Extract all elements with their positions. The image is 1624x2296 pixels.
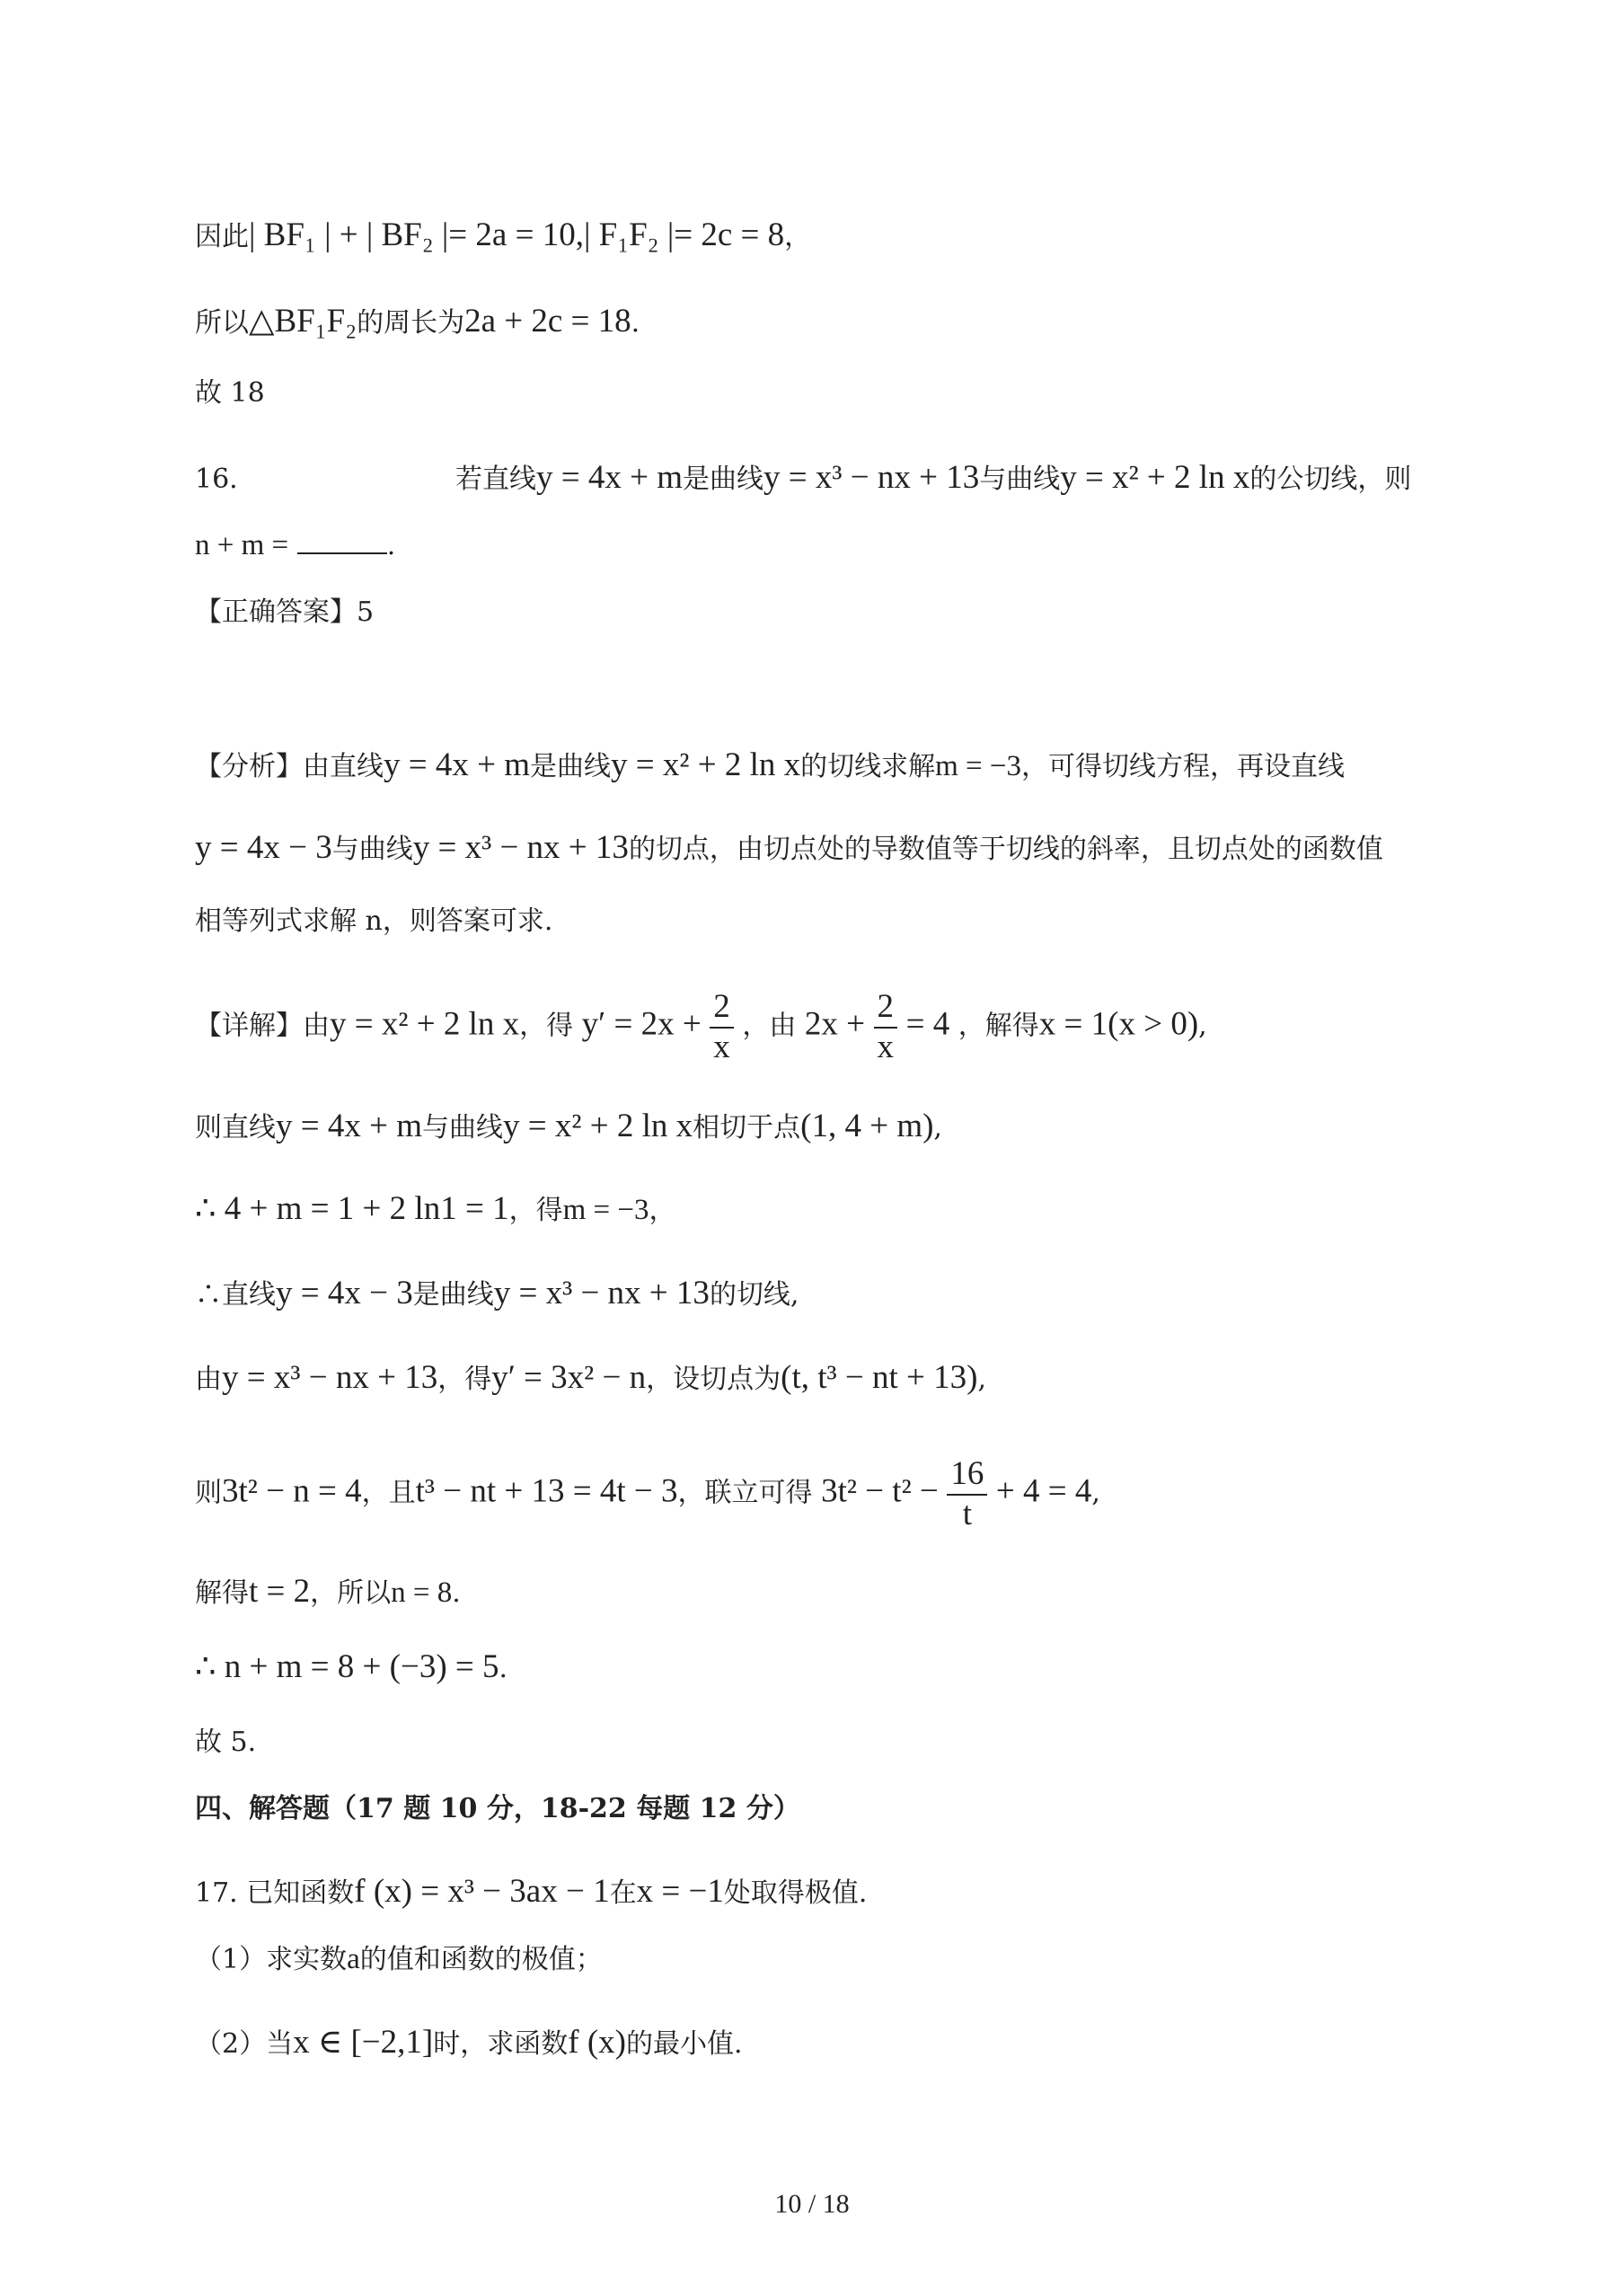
- math-expression: y = x² + 2 ln x: [1060, 459, 1250, 496]
- fraction-numerator: 2: [874, 988, 898, 1029]
- text: .: [386, 530, 396, 561]
- question-number: 16.: [195, 464, 238, 495]
- text: ,: [933, 1112, 942, 1144]
- text: ,: [1091, 1477, 1100, 1509]
- fraction: [874, 988, 898, 1066]
- math-expression: y = x² + 2 ln x: [503, 1108, 693, 1144]
- math-expression: x ∈ [−2,1]: [293, 2024, 434, 2061]
- text: ∴直线: [195, 1279, 276, 1311]
- math-expression: 3t² − n = 4: [222, 1472, 362, 1510]
- fraction-denominator: t: [962, 1495, 972, 1532]
- math-expression: y = 4x − 3: [195, 829, 332, 866]
- math-expression: ∴ n + m = 8 + (−3) = 5: [195, 1648, 499, 1685]
- math-expression: t³ − nt + 13 = 4t − 3: [415, 1472, 678, 1510]
- text: 则直线: [195, 1112, 276, 1144]
- question-16-line: [195, 456, 1444, 499]
- text: 是曲线: [683, 464, 764, 495]
- text: 的最小值.: [625, 2028, 743, 2060]
- section-heading: 四、解答题（17 题 10 分，18-22 每题 12 分）: [195, 1793, 800, 1824]
- math-expression: y = x³ − nx + 13: [222, 1359, 438, 1396]
- text: ，由: [742, 1010, 797, 1042]
- correct-answer-line: [195, 595, 1444, 630]
- text: ，且: [361, 1477, 416, 1509]
- answer-blank: [297, 527, 387, 554]
- question-17-line: [195, 1870, 1444, 1913]
- analysis-line-1: [195, 744, 1444, 787]
- math-expression: m = −3: [935, 750, 1022, 782]
- perimeter-result-line: [195, 300, 1444, 343]
- math-expression: f (x): [568, 2024, 626, 2061]
- text: 的切线求解: [800, 751, 936, 782]
- math-expression: y′ = 3x² − n: [491, 1359, 647, 1396]
- question-16-blank-line: [195, 526, 1444, 565]
- text: 由直线: [303, 751, 384, 782]
- detail-line-8: [195, 1646, 1444, 1689]
- fraction-denominator: x: [877, 1028, 895, 1065]
- detail-line-4: [195, 1272, 1444, 1315]
- math-expression: t = 2: [249, 1573, 311, 1610]
- math-expression: y = x³ − nx + 13: [412, 829, 629, 866]
- text: ，设切点为: [646, 1364, 781, 1395]
- text: 处取得极值.: [723, 1877, 868, 1909]
- text: 是曲线: [412, 1279, 494, 1311]
- text: （1）求实数: [195, 1944, 348, 1975]
- math-expression: 2x +: [804, 1005, 865, 1043]
- math-expression: y = x³ − nx + 13: [493, 1275, 710, 1311]
- math-expression: y = x² + 2 ln x: [330, 1005, 520, 1043]
- text: 相切于点: [693, 1112, 801, 1144]
- text: 与曲线: [979, 464, 1061, 495]
- text: 在: [609, 1877, 637, 1909]
- text: （2）当: [195, 2028, 294, 2060]
- detail-line-2: [195, 1105, 1444, 1148]
- text: ,: [977, 1364, 986, 1395]
- text: ，解得: [958, 1010, 1039, 1042]
- text: 由: [195, 1364, 222, 1395]
- text: 解得: [195, 1577, 249, 1609]
- text: 时，求函数: [433, 2028, 569, 2060]
- math-expression: x = 1(x > 0): [1038, 1005, 1199, 1043]
- text: 因此: [195, 221, 249, 252]
- analysis-line-2: [195, 826, 1444, 870]
- text: .: [452, 1577, 461, 1609]
- detail-line-5: [195, 1356, 1444, 1400]
- fraction-numerator: 2: [710, 988, 734, 1029]
- math-expression: f (x) = x³ − 3ax − 1: [354, 1873, 610, 1910]
- answer-5-line: 故 5.: [195, 1726, 257, 1758]
- text: ，得: [437, 1364, 492, 1395]
- text: 是曲线: [530, 751, 612, 782]
- text: 的公切线，则: [1249, 464, 1412, 495]
- text: ，得: [519, 1010, 574, 1042]
- text: 17. 已知函数: [195, 1877, 355, 1909]
- text: 与曲线: [331, 834, 413, 865]
- math-expression: 2a + 2c = 18: [464, 303, 631, 340]
- fraction: [710, 988, 734, 1066]
- math-expression: + 4 = 4: [995, 1472, 1092, 1510]
- math-expression: (1, 4 + m): [800, 1108, 934, 1144]
- question-17-part-2: [195, 2021, 1444, 2064]
- math-expression: n + m =: [195, 529, 289, 561]
- math-expression: (t, t³ − nt + 13): [781, 1359, 978, 1396]
- math-expression: = 4: [905, 1005, 950, 1043]
- math-expression: △BF₁F₂: [249, 303, 357, 340]
- text: 的切点，由切点处的导数值等于切线的斜率，且切点处的函数值: [628, 834, 1383, 865]
- text: ,: [1198, 1010, 1207, 1042]
- text: 与曲线: [422, 1112, 504, 1144]
- math-expression: y = 4x − 3: [276, 1275, 413, 1311]
- detail-line-1: [195, 988, 1444, 1066]
- text: 若直线: [455, 464, 536, 495]
- text: ，得: [508, 1195, 563, 1226]
- page-number: 10 / 18: [774, 2189, 850, 2219]
- text: 则: [195, 1477, 222, 1509]
- detail-label: 【详解】: [195, 1010, 303, 1042]
- math-expression: ∴ 4 + m = 1 + 2 ln1 = 1: [195, 1190, 509, 1227]
- math-expression: y′ = 2x +: [581, 1005, 702, 1043]
- answer-value: 5: [357, 596, 375, 628]
- detail-line-6: [195, 1455, 1444, 1533]
- math-expression: n = 8: [391, 1576, 453, 1609]
- text: 由: [303, 1010, 330, 1042]
- fraction: [947, 1455, 987, 1533]
- answer-label: 【正确答案】: [195, 596, 357, 628]
- math-expression: y = x³ − nx + 13: [763, 459, 980, 496]
- fraction-numerator: 16: [947, 1455, 987, 1496]
- text: 的值和函数的极值；: [359, 1944, 603, 1975]
- answer-18-line: 故 18: [195, 377, 265, 409]
- math-expression: x = −1: [636, 1873, 724, 1910]
- text: 的切线,: [709, 1279, 799, 1311]
- analysis-line-3: 相等列式求解 n，则答案可求.: [195, 905, 553, 937]
- text: 所以: [195, 307, 249, 339]
- text: ，: [784, 221, 812, 252]
- math-expression: y = 4x + m: [384, 746, 531, 783]
- math-expression: y = x² + 2 ln x: [611, 746, 801, 783]
- math-expression: y = 4x + m: [536, 459, 684, 496]
- fraction-denominator: x: [713, 1028, 730, 1065]
- text: .: [499, 1653, 508, 1684]
- text: ，联立可得: [677, 1477, 813, 1509]
- detail-line-3: [195, 1188, 1444, 1231]
- math-expression: 3t² − t² −: [821, 1472, 939, 1510]
- math-expression: | BF₁ | + | BF₂ |= 2a = 10,| F₁F₂ |= 2c = 8: [249, 216, 785, 253]
- text: ，可得切线方程，再设直线: [1021, 751, 1346, 782]
- text: .: [631, 307, 640, 339]
- math-expression: a: [347, 1943, 360, 1975]
- detail-line-7: [195, 1570, 1444, 1613]
- math-expression: m = −3: [562, 1194, 649, 1226]
- perimeter-derivation-line: [195, 214, 1444, 257]
- math-expression: y = 4x + m: [276, 1108, 423, 1144]
- analysis-label: 【分析】: [195, 751, 303, 782]
- text: ，: [649, 1195, 676, 1226]
- text: ，所以: [310, 1577, 392, 1609]
- text: 的周长为: [357, 307, 465, 339]
- question-17-part-1: [195, 1940, 1444, 1979]
